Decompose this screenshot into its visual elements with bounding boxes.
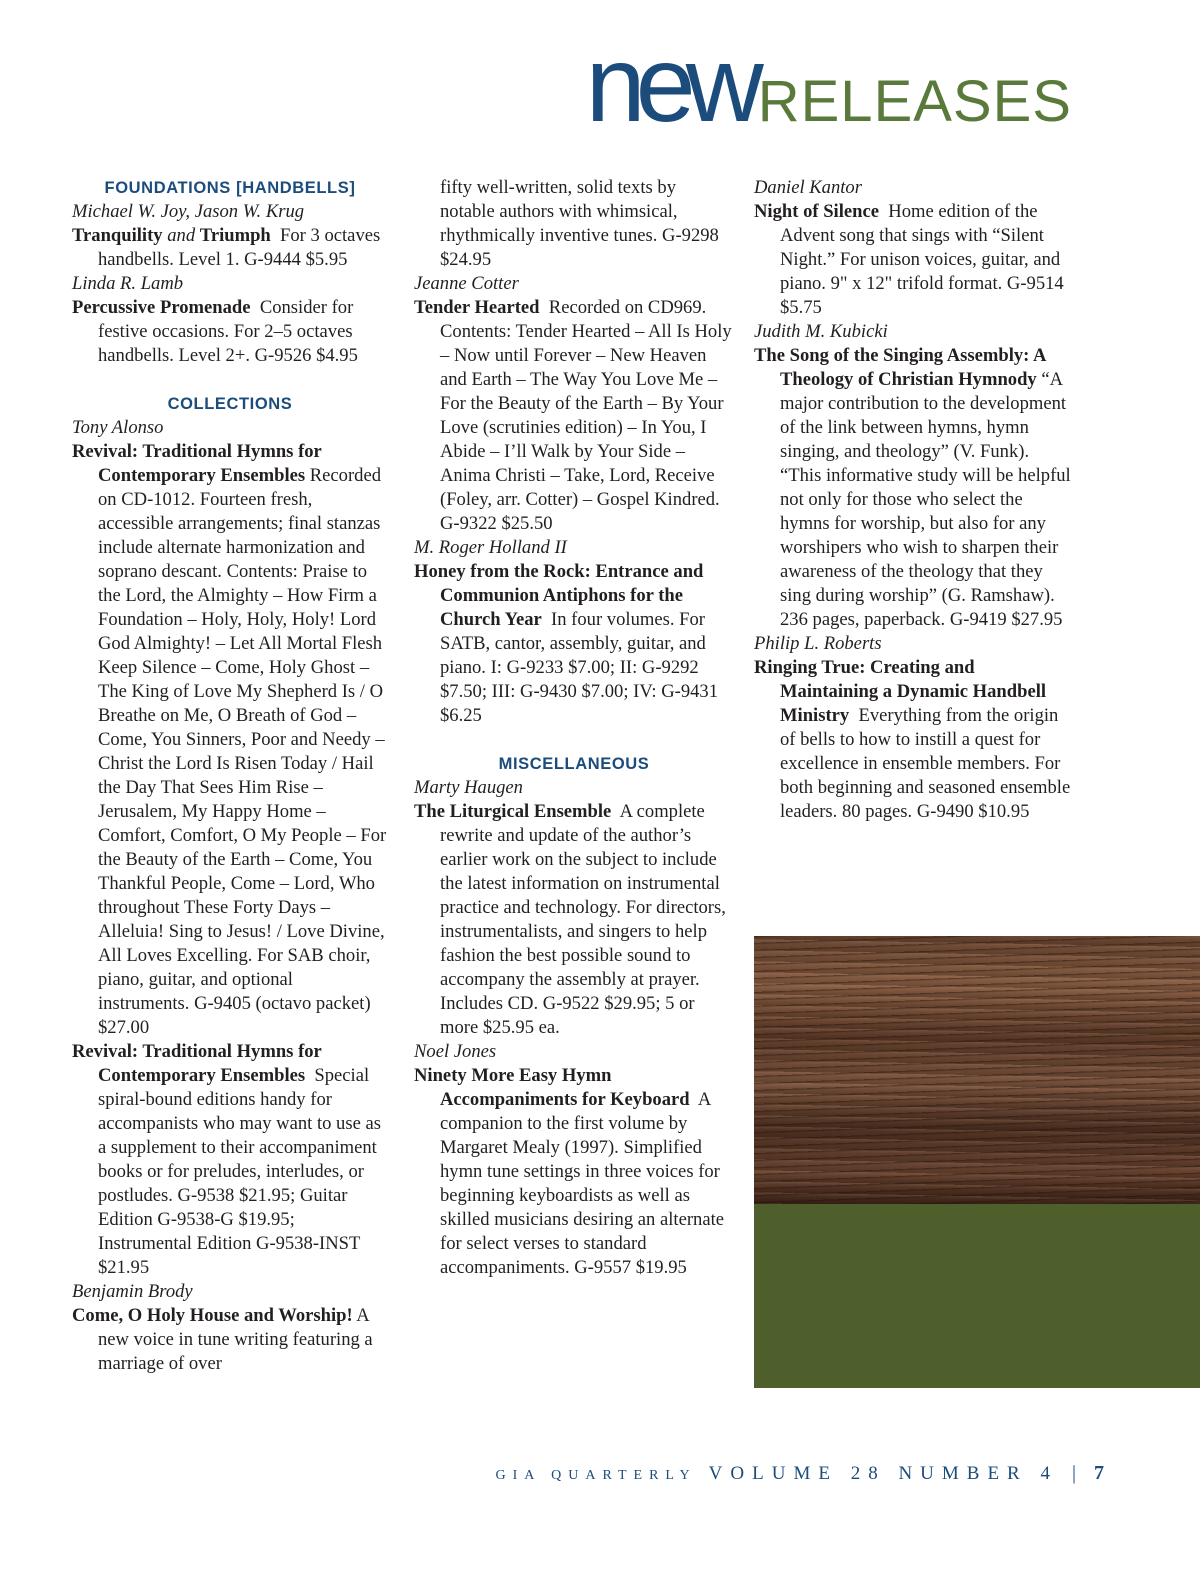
entry-title: Night of Silence bbox=[754, 201, 879, 222]
entry-author: Benjamin Brody bbox=[72, 1281, 193, 1302]
entry-description: In four volumes. For SATB, cantor, assembly, guitar, and piano. I: G-9233 $7.00; II: G-9292 $7.50; III: G-9430 $7.00; IV: G-9431 $6.25 bbox=[440, 609, 719, 726]
entry-description: A companion to the first volume by Margaret Mealy (1997). Simplified hymn tune settings in three voices for beginning keyboardists as well as skilled musicians desiring an alternate for select verses to standard accompaniments. G-9557 $19.95 bbox=[440, 1089, 724, 1278]
catalog-entry bbox=[72, 440, 388, 1040]
entry-title: Percussive Promenade bbox=[72, 297, 251, 318]
catalog-entry bbox=[414, 1064, 734, 1280]
entry-title: The Song of the Singing Assembly: A Theology of Christian Hymnody bbox=[754, 345, 1046, 390]
entry-title: Honey from the Rock: Entrance and Communion Antiphons for the Church Year bbox=[414, 561, 704, 630]
catalog-entry bbox=[754, 656, 1072, 824]
entry-description: Recorded on CD969. Contents: Tender Hearted – All Is Holy – Now until Forever – New Heaven and Earth – The Way You Love Me – For the Beauty of the Earth – By Your Love (scrutinies edition) – In You, I Abide – I’ll Walk by Your Side – Anima Christi – Take, Lord, Receive (Foley, arr. Cotter) – Gospel Kindred. G-9322 $25.50 bbox=[440, 297, 732, 534]
entry-description: A new voice in tune writing featuring a marriage of over bbox=[98, 1305, 373, 1374]
catalog-entry bbox=[414, 560, 734, 728]
entry-title: Tranquility bbox=[72, 225, 163, 246]
wood-texture-image bbox=[754, 936, 1200, 1204]
green-color-block bbox=[754, 1204, 1200, 1388]
section-heading-foundations: FOUNDATIONS [HANDBELLS] bbox=[104, 179, 356, 197]
entry-description: Recorded on CD-1012. Fourteen fresh, accessible arrangements; final stanzas include alternate harmonization and soprano descant. Contents: Praise to the Lord, the Almighty – How Firm a Foundation – Holy, Holy, Holy! Lord God Almighty! – Let All Mortal Flesh Keep Silence – Come, Holy Ghost – The King of Love My Shepherd Is / O Breathe on Me, O Breath of God – Come, You Sinners, Poor and Needy – Christ the Lord Is Risen Today / Hail the Day That Sees Him Rise – Jerusalem, My Happy Home – Comfort, Comfort, O My People – For the Beauty of the Earth – Come, You Thankful People, Come – Lord, Who throughout These Forty Days – Alleluia! Sing to Jesus! / Love Divine, All Loves Excelling. For SAB choir, piano, guitar, and optional instruments. G-9405 (octavo packet) $27.00 bbox=[98, 465, 387, 1038]
catalog-entry bbox=[754, 344, 1072, 632]
entry-description: “A major contribution to the development of the link between hymns, hymn singing, and theology” (V. Funk). “This informative study will be helpful not only for those who select the hymns for worship, but also for any worshipers who wish to sharpen their awareness of the theology that they sing during worship” (G. Ramshaw). 236 pages, paperback. G-9419 $27.95 bbox=[780, 369, 1071, 630]
masthead-releases: RELEASES bbox=[757, 69, 1072, 134]
entry-author: M. Roger Holland II bbox=[414, 537, 567, 558]
entry-title: Revival: Traditional Hymns for Contemporary Ensembles bbox=[72, 441, 322, 486]
section-heading-miscellaneous: MISCELLANEOUS bbox=[498, 755, 650, 773]
entry-description: Home edition of the Advent song that sings with “Silent Night.” For unison voices, guitar, and piano. 9" x 12" trifold format. G-9514 $5.75 bbox=[780, 201, 1064, 318]
entry-title: Ninety More Easy Hymn Accompaniments for Keyboard bbox=[414, 1065, 690, 1110]
masthead bbox=[585, 23, 1072, 144]
catalog-entry bbox=[72, 224, 388, 272]
page-footer bbox=[496, 1462, 1104, 1485]
catalog-entry bbox=[72, 296, 388, 368]
entry-title: Triumph bbox=[199, 225, 271, 246]
catalog-entry bbox=[754, 200, 1072, 320]
footer-publication: GIA QUARTERLY bbox=[495, 1468, 697, 1483]
page-number: 7 bbox=[1094, 1462, 1104, 1484]
entry-description: Everything from the origin of bells to how to instill a quest for excellence in ensemble members. For both beginning and seasoned ensemble leaders. 80 pages. G-9490 $10.95 bbox=[780, 705, 1071, 822]
footer-volume: VOLUME 28 NUMBER 4 bbox=[708, 1463, 1058, 1484]
entry-author: Linda R. Lamb bbox=[72, 273, 184, 294]
entry-title-conjunction: and bbox=[167, 225, 196, 246]
entry-description: A complete rewrite and update of the author’s earlier work on the subject to include the latest information on instrumental practice and technology. For directors, instrumentalists, and singers to help fashion the best possible sound to accompany the assembly at prayer. Includes CD. G-9522 $29.95; 5 or more $25.95 ea. bbox=[440, 801, 726, 1038]
entry-author: Jeanne Cotter bbox=[414, 273, 519, 294]
catalog-entry bbox=[414, 800, 734, 1040]
footer-separator: | bbox=[1071, 1462, 1076, 1484]
section-heading-collections: COLLECTIONS bbox=[167, 395, 293, 413]
entry-title: Revival: Traditional Hymns for Contemporary Ensembles bbox=[72, 1041, 322, 1086]
catalog-entry bbox=[414, 296, 734, 536]
entry-description: For 3 octaves handbells. Level 1. G-9444 $5.95 bbox=[98, 225, 381, 270]
entry-author: Noel Jones bbox=[414, 1041, 497, 1062]
entry-title: Ringing True: Creating and Maintaining a Dynamic Handbell Ministry bbox=[754, 657, 1047, 726]
catalog-entry bbox=[72, 1040, 388, 1280]
entry-author: Marty Haugen bbox=[414, 777, 523, 798]
entry-author: Philip L. Roberts bbox=[754, 633, 882, 654]
entry-title: Tender Hearted bbox=[414, 297, 540, 318]
entry-description: Consider for festive occasions. For 2–5 octaves handbells. Level 2+. G-9526 $4.95 bbox=[98, 297, 358, 366]
entry-author: Judith M. Kubicki bbox=[754, 321, 888, 342]
column-1 bbox=[72, 176, 388, 1376]
catalog-entry bbox=[72, 1304, 388, 1376]
entry-author: Tony Alonso bbox=[72, 417, 164, 438]
column-2 bbox=[414, 176, 734, 1280]
entry-author: Michael W. Joy, Jason W. Krug bbox=[72, 201, 305, 222]
entry-author: Daniel Kantor bbox=[754, 177, 862, 198]
column-3 bbox=[754, 176, 1072, 824]
entry-title: Come, O Holy House and Worship! bbox=[72, 1305, 353, 1326]
entry-description: Special spiral-bound editions handy for accompanists who may want to use as a supplement to their accompaniment books or for preludes, interludes, or postludes. G-9538 $21.95; Guitar Edition G-9538-G $19.95; Instrumental Edition G-9538-INST $21.95 bbox=[98, 1065, 381, 1278]
masthead-new: new bbox=[585, 23, 754, 144]
entry-title: The Liturgical Ensemble bbox=[414, 801, 612, 822]
entry-continuation: fifty well-written, solid texts by notable authors with whimsical, rhythmically inventive tunes. G-9298 $24.95 bbox=[440, 177, 719, 270]
